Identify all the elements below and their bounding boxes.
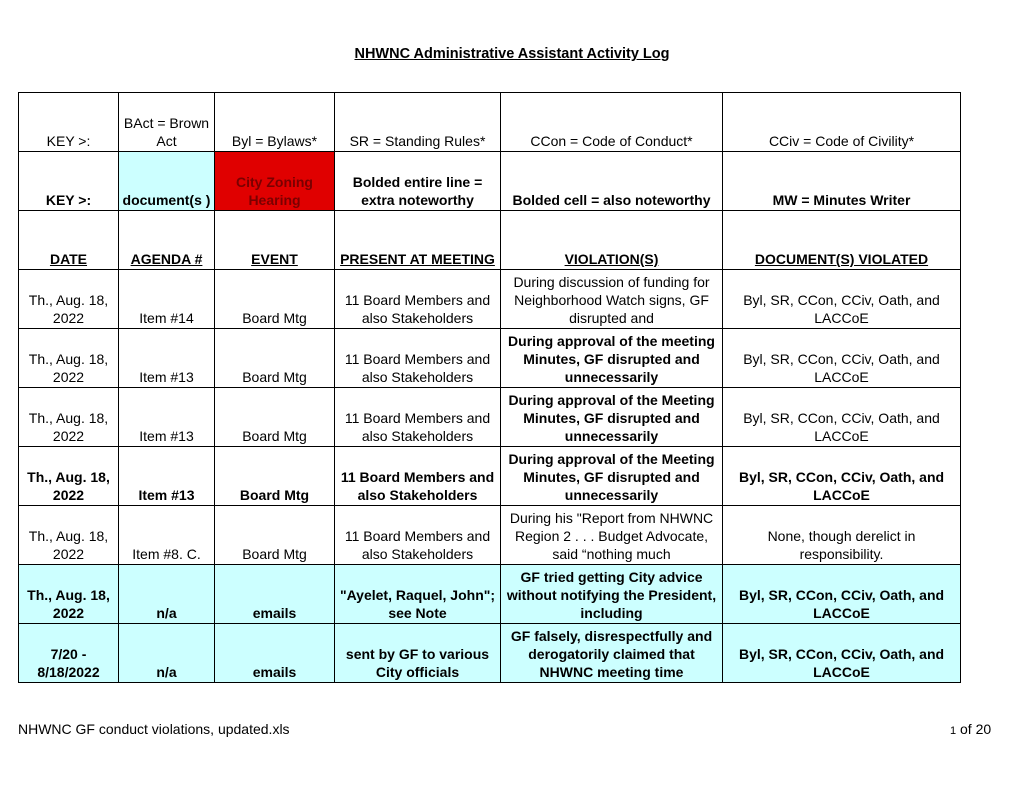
page-current: 1 — [950, 725, 957, 737]
activity-log-table — [18, 92, 961, 683]
documents-cell: None, though derelict in responsibility. — [723, 506, 961, 565]
violation-cell — [501, 506, 723, 565]
key-standing-rules-cell: SR = Standing Rules* — [335, 93, 501, 152]
key-bolded-cell-cell: Bolded cell = also noteworthy — [501, 152, 723, 211]
key-bylaws-cell: Byl = Bylaws* — [215, 93, 335, 152]
violation-cell — [501, 388, 723, 447]
date-cell: Th., Aug. 18, 2022 — [19, 506, 119, 565]
date-cell: 7/20 - 8/18/2022 — [19, 624, 119, 683]
key-row-1 — [19, 93, 961, 152]
key-label-cell: KEY >: — [19, 152, 119, 211]
documents-cell: Byl, SR, CCon, CCiv, Oath, and LACCoE — [723, 447, 961, 506]
header-present: PRESENT AT MEETING — [335, 211, 501, 270]
event-cell: emails — [215, 565, 335, 624]
documents-cell: Byl, SR, CCon, CCiv, Oath, and LACCoE — [723, 565, 961, 624]
header-agenda: AGENDA # — [119, 211, 215, 270]
key-code-of-conduct-cell: CCon = Code of Conduct* — [501, 93, 723, 152]
date-cell: Th., Aug. 18, 2022 — [19, 388, 119, 447]
agenda-cell: n/a — [119, 565, 215, 624]
violation-cell — [501, 624, 723, 683]
footer-filename: NHWNC GF conduct violations, updated.xls — [18, 721, 290, 737]
present-cell: sent by GF to various City officials — [335, 624, 501, 683]
date-cell: Th., Aug. 18, 2022 — [19, 329, 119, 388]
present-cell: 11 Board Members and also Stakeholders — [335, 506, 501, 565]
header-violations: VIOLATION(S) — [501, 211, 723, 270]
agenda-cell: Item #13 — [119, 329, 215, 388]
table-row — [19, 270, 961, 329]
header-row — [19, 211, 961, 270]
table-row — [19, 329, 961, 388]
header-event: EVENT — [215, 211, 335, 270]
table-row — [19, 388, 961, 447]
violation-text: During approval of the Meeting Minutes, GF disrupted and unnecessarily — [508, 451, 715, 503]
table-row — [19, 506, 961, 565]
violation-cell — [501, 270, 723, 329]
key-bolded-line-cell: Bolded entire line = extra noteworthy — [335, 152, 501, 211]
date-cell: Th., Aug. 18, 2022 — [19, 447, 119, 506]
documents-cell: Byl, SR, CCon, CCiv, Oath, and LACCoE — [723, 329, 961, 388]
event-cell: Board Mtg — [215, 447, 335, 506]
header-documents: DOCUMENT(S) VIOLATED — [723, 211, 961, 270]
table-row — [19, 565, 961, 624]
key-row-2 — [19, 152, 961, 211]
page-title: NHWNC Administrative Assistant Activity Log — [354, 46, 670, 62]
event-cell: Board Mtg — [215, 329, 335, 388]
date-cell: Th., Aug. 18, 2022 — [19, 270, 119, 329]
event-cell: Board Mtg — [215, 270, 335, 329]
event-cell: Board Mtg — [215, 506, 335, 565]
page-total: 20 — [975, 721, 992, 737]
present-cell: 11 Board Members and also Stakeholders — [335, 270, 501, 329]
documents-cell: Byl, SR, CCon, CCiv, Oath, and LACCoE — [723, 270, 961, 329]
event-cell: Board Mtg — [215, 388, 335, 447]
key-brown-act-cell: BAct = Brown Act — [119, 93, 215, 152]
present-cell: 11 Board Members and also Stakeholders — [335, 329, 501, 388]
violation-text: During discussion of funding for Neighborhood Watch signs, GF disrupted and — [513, 274, 710, 326]
key-code-of-civility-cell: CCiv = Code of Civility* — [723, 93, 961, 152]
event-cell: emails — [215, 624, 335, 683]
header-date: DATE — [19, 211, 119, 270]
agenda-cell: Item #14 — [119, 270, 215, 329]
key-minutes-writer-cell: MW = Minutes Writer — [723, 152, 961, 211]
agenda-cell: Item #13 — [119, 388, 215, 447]
violation-cell — [501, 447, 723, 506]
footer-page-number — [950, 721, 991, 737]
key-documents-cell: document(s ) — [119, 152, 215, 211]
violation-text: During approval of the Meeting Minutes, GF disrupted and unnecessarily — [508, 392, 715, 444]
table-row — [19, 447, 961, 506]
present-cell: 11 Board Members and also Stakeholders — [335, 388, 501, 447]
violation-text: During approval of the meeting Minutes, GF disrupted and unnecessarily — [508, 333, 715, 385]
present-cell: "Ayelet, Raquel, John"; see Note — [335, 565, 501, 624]
key-label-cell: KEY >: — [19, 93, 119, 152]
present-cell: 11 Board Members and also Stakeholders — [335, 447, 501, 506]
documents-cell: Byl, SR, CCon, CCiv, Oath, and LACCoE — [723, 388, 961, 447]
violation-cell — [501, 565, 723, 624]
key-zoning-hearing-cell: City Zoning Hearing — [215, 152, 335, 211]
date-cell: Th., Aug. 18, 2022 — [19, 565, 119, 624]
agenda-cell: Item #13 — [119, 447, 215, 506]
agenda-cell: n/a — [119, 624, 215, 683]
documents-cell: Byl, SR, CCon, CCiv, Oath, and LACCoE — [723, 624, 961, 683]
agenda-cell: Item #8. C. — [119, 506, 215, 565]
table-row — [19, 624, 961, 683]
violation-text: GF tried getting City advice without notifying the President, including — [506, 569, 717, 621]
violation-text: During his "Report from NHWNC Region 2 . . . Budget Advocate, said “nothing much — [509, 510, 714, 562]
violation-cell — [501, 329, 723, 388]
violation-text: GF falsely, disrespectfully and derogatorily claimed that NHWNC meeting time — [510, 628, 713, 680]
page-of: of — [960, 721, 972, 737]
